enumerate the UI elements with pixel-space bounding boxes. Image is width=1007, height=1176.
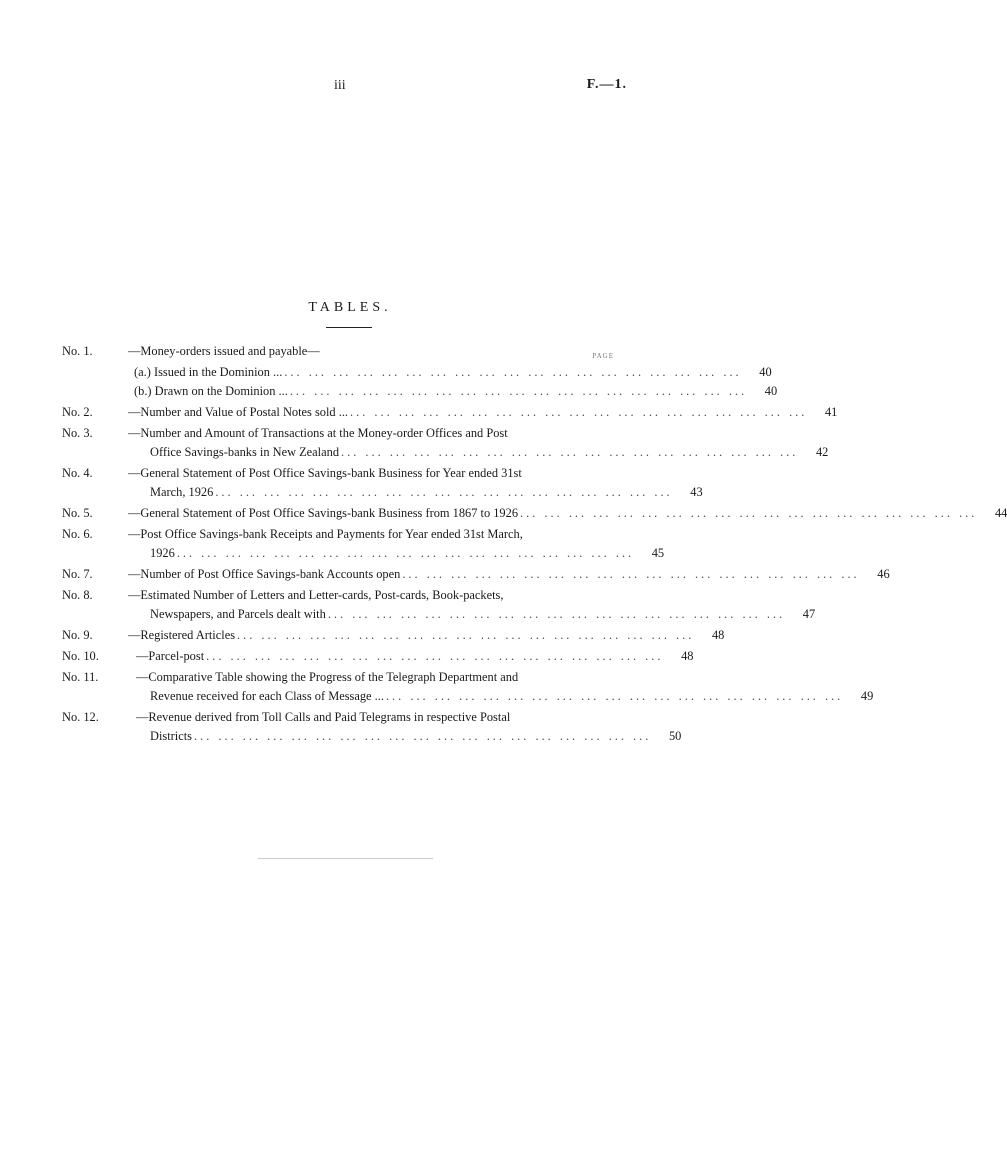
entry-page[interactable]: 47 [802, 607, 816, 621]
entry-title[interactable]: —Parcel-post [136, 649, 205, 663]
entry-title[interactable]: —Revenue derived from Toll Calls and Paid Telegrams in respective Postal [136, 710, 511, 724]
dot-leader: ... ... ... ... ... ... ... ... ... ... ... ... ... ... ... ... ... ... ... [215, 485, 673, 499]
entry-page[interactable]: 40 [759, 365, 772, 379]
page-number: iii [334, 78, 346, 93]
entry-number: No. 6. [62, 527, 93, 541]
dot-leader: ... ... ... ... ... ... ... ... ... ... ... ... ... ... ... ... ... ... ... [237, 628, 695, 642]
entry-page[interactable]: 50 [668, 729, 682, 743]
page-column-label: PAGE [592, 352, 614, 360]
entry-title[interactable]: —General Statement of Post Office Savings-bank Business for Year ended 31st [128, 466, 522, 480]
entry-number: No. 7. [62, 567, 93, 581]
toc-entry [62, 342, 602, 361]
dot-leader: ... ... ... ... ... ... ... ... ... ... ... ... ... ... ... ... ... ... ... [520, 506, 978, 520]
entry-title[interactable]: —Estimated Number of Letters and Letter-cards, Post-cards, Book-packets, [128, 588, 504, 602]
entry-page[interactable]: 46 [877, 567, 890, 581]
toc-entry [62, 668, 874, 706]
subentry-title[interactable]: (a.) Issued in the Dominion ... [134, 365, 283, 379]
dot-leader: ... ... ... ... ... ... ... ... ... ... ... ... ... ... ... ... ... ... ... [341, 445, 799, 459]
entry-number: No. 9. [62, 628, 93, 642]
toc-subentry [62, 363, 772, 382]
entry-number: No. 2. [62, 405, 93, 419]
dot-leader: ... ... ... ... ... ... ... ... ... ... ... ... ... ... ... ... ... ... ... [327, 607, 786, 621]
entry-page[interactable]: 43 [690, 485, 703, 499]
dot-leader: ... ... ... ... ... ... ... ... ... ... ... ... ... ... ... ... ... ... ... [350, 405, 808, 419]
toc-entry [62, 708, 682, 746]
toc-entry [62, 525, 665, 563]
entry-title-continued[interactable]: Revenue received for each Class of Message ... [150, 689, 384, 703]
entry-page[interactable]: 44 [994, 506, 1007, 520]
entry-number: No. 3. [62, 426, 93, 440]
entry-number: No. 11. [62, 670, 99, 684]
toc-subentry [62, 382, 778, 401]
entry-title-continued[interactable]: March, 1926 [150, 485, 214, 499]
entry-title[interactable]: —Comparative Table showing the Progress of the Telegraph Department and [136, 670, 519, 684]
toc-entry [62, 403, 838, 422]
entry-page[interactable]: 45 [651, 546, 665, 560]
subentry-title[interactable]: (b.) Drawn on the Dominion ... [134, 384, 288, 398]
dot-leader: ... ... ... ... ... ... ... ... ... ... ... ... ... ... ... ... ... ... ... [176, 546, 635, 560]
document-reference: F.—1. [586, 77, 627, 92]
entry-title[interactable]: —Post Office Savings-bank Receipts and Payments for Year ended 31st March, [128, 527, 523, 541]
entry-title[interactable]: —Number of Post Office Savings-bank Accounts open [128, 567, 401, 581]
dot-leader: ... ... ... ... ... ... ... ... ... ... ... ... ... ... ... ... ... ... ... [284, 365, 742, 379]
scan-artifact-line [258, 858, 433, 859]
title-rule [326, 327, 372, 328]
entry-number: No. 10. [62, 649, 99, 663]
entry-title-continued[interactable]: Districts [150, 729, 192, 743]
entry-number: No. 12. [62, 710, 99, 724]
toc-entry [62, 647, 694, 666]
entry-title-continued[interactable]: Newspapers, and Parcels dealt with [150, 607, 326, 621]
entry-title[interactable]: —Number and Value of Postal Notes sold ... [128, 405, 349, 419]
page-title: TABLES. [308, 300, 392, 315]
entry-number: No. 4. [62, 466, 93, 480]
entry-title[interactable]: —Registered Articles [128, 628, 236, 642]
toc-entry [62, 424, 829, 462]
entry-title[interactable]: —Number and Amount of Transactions at the Money-order Offices and Post [128, 426, 508, 440]
dot-leader: ... ... ... ... ... ... ... ... ... ... ... ... ... ... ... ... ... ... ... [194, 729, 652, 743]
entry-page[interactable]: 48 [711, 628, 725, 642]
entry-number: No. 5. [62, 506, 93, 520]
entry-number: No. 8. [62, 588, 93, 602]
entry-page[interactable]: 49 [860, 689, 874, 703]
dot-leader: ... ... ... ... ... ... ... ... ... ... ... ... ... ... ... ... ... ... ... [402, 567, 860, 581]
dot-leader: ... ... ... ... ... ... ... ... ... ... ... ... ... ... ... ... ... ... ... [385, 689, 844, 703]
entry-page[interactable]: 41 [824, 405, 838, 419]
entry-number: No. 1. [62, 344, 93, 358]
toc-entry [62, 464, 703, 502]
dot-leader: ... ... ... ... ... ... ... ... ... ... ... ... ... ... ... ... ... ... ... [289, 384, 748, 398]
toc-entry [62, 626, 725, 645]
entry-title[interactable]: —Money-orders issued and payable— [128, 344, 320, 358]
entry-page[interactable]: 40 [764, 384, 778, 398]
toc-entry [62, 586, 816, 624]
toc-entry [62, 504, 1007, 523]
dot-leader: ... ... ... ... ... ... ... ... ... ... ... ... ... ... ... ... ... ... ... [206, 649, 664, 663]
entry-page[interactable]: 42 [815, 445, 829, 459]
entry-title-continued[interactable]: 1926 [150, 546, 175, 560]
entry-title[interactable]: —General Statement of Post Office Savings-bank Business from 1867 to 1926 [128, 506, 519, 520]
toc-entry [62, 565, 890, 584]
entry-page[interactable]: 48 [681, 649, 694, 663]
entry-title-continued[interactable]: Office Savings-banks in New Zealand [150, 445, 340, 459]
